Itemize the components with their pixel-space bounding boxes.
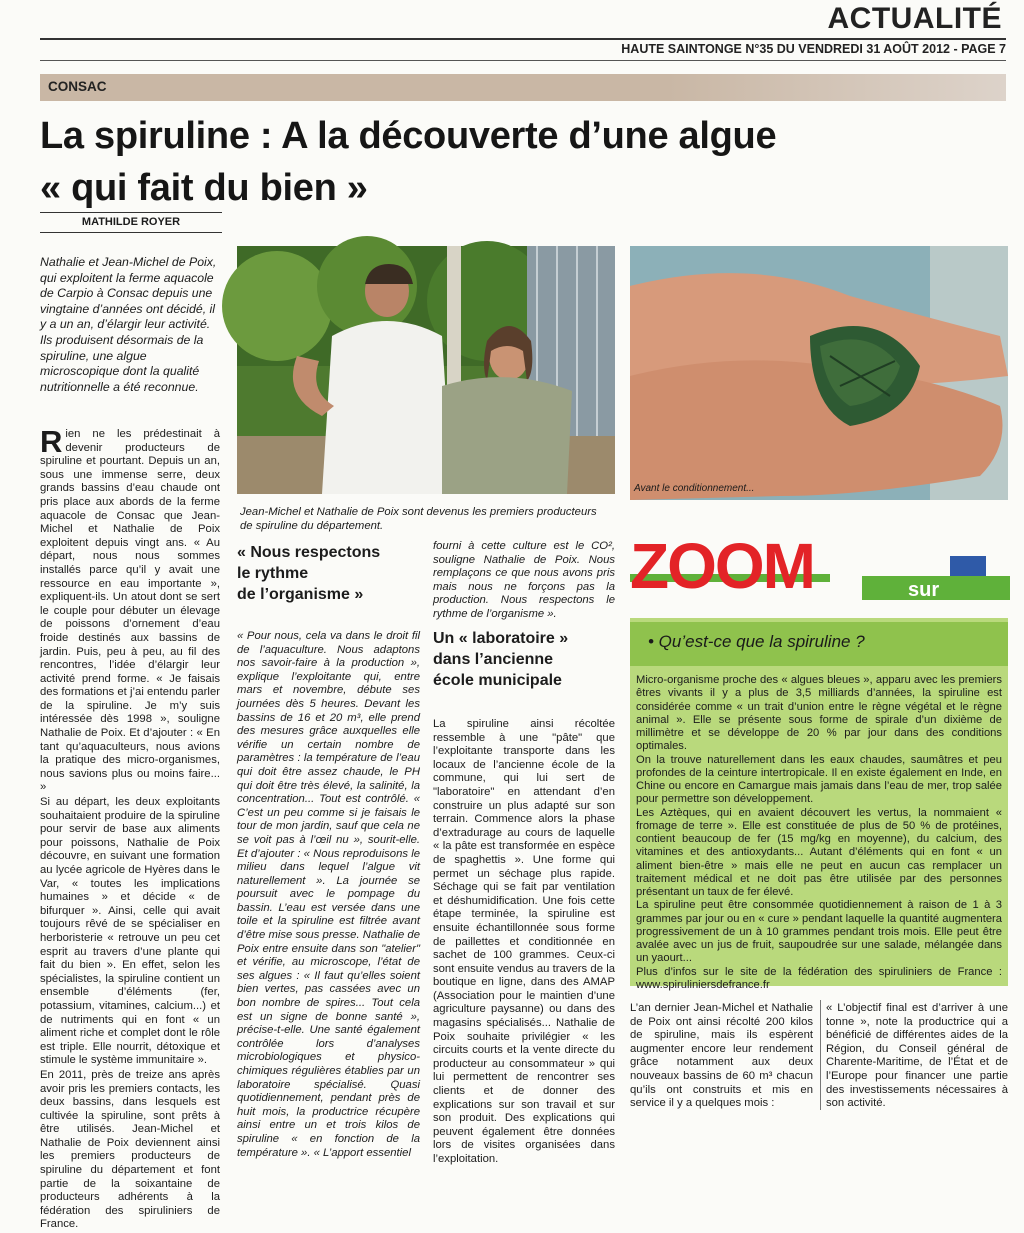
byline-rule-top xyxy=(40,212,222,213)
photo-spirulina-image xyxy=(630,246,1008,500)
body-col1-p1: ien ne les prédestinait à devenir producteurs de spiruline et pourtant. Depuis un an, sous une immense serre, deux grands bassins d’eau chaude ont pris place aux abords de la ferme aquacole de Consac que Jean-Michel et Nathalie de Poix exploitent depuis vingt ans. « Au départ, nous nous sommes installés parce qu’il y avait une ressource en eau importante », expliquent-ils. Un atout dont se sert le couple pour débuter un élevage de poissons d’ornement d’eau froide destinés aux bassins de jardin. Puis, peu à peu, au fil des rencontres, l’idée d’élargir leur activité prend forme. « Je faisais des formations et j’ai entendu parler de la spiruline. Je m’y suis intéressée dès 1998 », souligne Nathalie de Poix. Et d’ajouter : « En tant qu’aquaculteurs, nous avions la pratique des micro-organismes, nous savions plus ou moins faire... » xyxy=(40,428,220,794)
article-column-1 xyxy=(40,424,220,1233)
zoom-p2: On la trouve naturellement dans les eaux chaudes, saumâtres et peu profondes de la ceinture intertropicale. Il en existe également en Inde, en Chine ou encore en Camargue mais jamais dans l’eau de mer, trop salée pour permettre son développement. xyxy=(636,753,1002,806)
issue-rule xyxy=(40,60,1006,61)
bottom-column-2: « L’objectif final est d’arriver à une tonne », note la productrice qui a bénéficié de différentes aides de la Région, du Conseil général de Charente-Maritime, de l’État et de l’Europe pour financer une partie des investissements nécessaires à son activité. xyxy=(826,1002,1008,1110)
body-col1-p2: Si au départ, les deux exploitants souhaitaient produire de la spiruline pour servir de base aux aliments pour poissons, Nathalie de Poix découvre, en suivant une formation au lycée agricole de Hyères dans le Var, « toutes les implications humaines » et décide « de bifurquer ». Ainsi, celle qui avait toujours rêvé de se spécialiser en herboristerie « retrouve un peu cet esprit au travers d’une plante qui fait du bien ». En effet, selon les spécialistes, la spiruline contient un ensemble d’éléments (fer, potassium, vitamines, calcium...) et de nutriments qui en font « un aliment riche et complet dont le rôle est triple. Elle nourrit, détoxique et stimule le système immunitaire ». xyxy=(40,796,220,1067)
headline-line2: « qui fait du bien » xyxy=(40,167,368,209)
zoom-p3: Les Aztèques, qui en avaient découvert les vertus, la nommaient « fromage de terre ». Elle est constituée de plus de 50 % de protéines, contient beaucoup de fer (15 mg/kg en moyenne), du calcium, des vitamines et des antioxydants... Autant d’éléments qui en font « un aliment bien-être » mais elle ne peut en aucun cas remplacer un traitement médical et ne doit pas être utilisée par des personnes présentant un taux de fer élevé. xyxy=(636,806,1002,898)
zoom-p5: Plus d’infos sur le site de la fédération des spiruliniers de France : www.spiruliniersdefrance.fr xyxy=(636,965,1002,991)
bottom-column-1: L’an dernier Jean-Michel et Nathalie de Poix ont ainsi récolté 200 kilos de spiruline, mais ils espèrent augmenter encore leur rendement grâce notamment aux deux nouveaux bassins de 60 m³ chacun qu’ils ont construits et mis en service il y a quelques mois : xyxy=(630,1002,813,1110)
zoom-p1: Micro-organisme proche des « algues bleues », apparu avec les premiers êtres vivants il y a plus de 3,5 milliards d’années, la spiruline est considérée comme « un trait d’union entre le règne végétal et le règne animal ». Elle se présente sous forme de spirale d’un dixième de millimètre et se développe de 20 % par jour dans des conditions optimales. xyxy=(636,674,1002,753)
zoom-info-text xyxy=(636,674,1002,992)
subhead-laboratoire-l3: école municipale xyxy=(433,672,562,689)
subhead-laboratoire xyxy=(433,628,615,691)
issue-line: HAUTE SAINTONGE N°35 DU VENDREDI 31 AOÛT 2012 - PAGE 7 xyxy=(621,42,1006,56)
zoom-sur-logo xyxy=(630,530,1010,608)
headline xyxy=(40,110,980,214)
article-column-2: « Pour nous, cela va dans le droit fil de l’aquaculture. Nous adaptons nos savoir-faire à la production », explique l’exploitante qui, entre mars et novembre, débute ses journées dès 5 heures. Devant les bassins de 16 et 20 m³, elle prend des mesures grâce auxquelles elle vérifie un certain nombre de paramètres : la température de l’eau qui doit être assez chaude, le PH qui doit être très élevé, la salinité, la concentration... Tout est contrôlé. « C’est un peu comme si je faisais le tour de mon jardin, sauf que cela ne se voit pas à l’œil nu », sourit-elle. Et d’ajouter : « Nous reproduisons le milieu dans lequel l’algue vit naturellement ». La journée se poursuit avec le pompage du bassin. L’eau est versée dans une toile et la spiruline est filtrée avant d’être mise sous presse. Nathalie de Poix entre ensuite dans son "atelier" et vérifie, au microscope, l’état de ses algues : « Il faut qu’elles soient bien vertes, pas cassées avec un bon nombre de spires... Tout cela est un signe de bonne santé », précise-t-elle. Une santé également contrôlée lors d’analyses microbiologiques et physico-chimiques régulières établies par un laboratoire spécialisé. Quasi quotidiennement, pendant près de huit mois, la productrice récupère ainsi entre un et trois kilos de spiruline « en fonction de la température ». « L’apport essentiel xyxy=(237,630,420,1159)
zoom-logo-text: ZOOM xyxy=(630,530,814,602)
lead-paragraph: Nathalie et Jean-Michel de Poix, qui exploitent la ferme aquacole de Carpio à Consac depuis une vingtaine d’années ont décidé, il y a un an, d’élargir leur activité. Ils produisent désormais de la spiruline, une algue microscopique dont la qualité nutritionnelle a été reconnue. xyxy=(40,255,217,394)
photo-producers-caption: Jean-Michel et Nathalie de Poix sont devenus les premiers producteurs de spiruline du département. xyxy=(240,506,597,532)
photo-spirulina-caption: Avant le conditionnement... xyxy=(634,483,755,494)
subhead-laboratoire-l2: dans l’ancienne xyxy=(433,651,554,668)
photo-spirulina-hands xyxy=(630,246,1008,500)
article-column-3: La spiruline ainsi récoltée ressemble à une "pâte" que l’exploitante transporte dans les locaux de l’ancienne école de la commune, qui lui sert de "laboratoire" en attendant d’en construire un plus adapté sur son terrain. Commence alors la phase d’extradurage au cours de laquelle « la pâte est transformée en espèce de spaghettis ». Une forme qui permet un séchage plus rapide. Séchage qui se fait par ventilation et déshumidification. Une fois cette étape terminée, la spiruline est ensuite échantillonnée sous forme de paillettes et conditionnée en sachet de 100 grammes. Ceux-ci sont ensuite vendus au travers de la boutique en ligne, dans des AMAP (Association pour le maintien d’une agriculture paysanne) ou dans des magasins spécialisés... Nathalie de Poix souhaite privilégier « les circuits courts et la vente directe du producteur au consommateur » qui lui permettent de rencontrer ses clients et de donner des explications sur son travail et sur son produit. Des explications qui peuvent également être données lors de visites organisées dans l’exploitation. xyxy=(433,718,615,1165)
byline-rule-bottom xyxy=(40,232,222,233)
subhead-rythme-l3: de l’organisme » xyxy=(237,586,364,603)
location-label: CONSAC xyxy=(48,79,107,94)
photo-producers-image xyxy=(237,246,615,494)
subhead-rythme-l1: « Nous respectons xyxy=(237,544,381,561)
header-rule xyxy=(40,38,1006,40)
zoom-sur-text: sur xyxy=(908,579,940,601)
column-divider xyxy=(820,1000,821,1110)
article-column-3-top: fourni à cette culture est le CO², souligne Nathalie de Poix. Nous remplaçons ce que nous avons pris mais nous ne forçons pas la production. Nous respectons le rythme de l’organisme ». xyxy=(433,540,615,620)
headline-line1: La spiruline : A la découverte d’une algue xyxy=(40,115,777,157)
subhead-rythme-l2: le rythme xyxy=(237,565,309,582)
subhead-laboratoire-l1: Un « laboratoire » xyxy=(433,630,569,647)
zoom-p4: La spiruline peut être consommée quotidiennement à raison de 1 à 3 grammes par jour ou en « cure » pendant laquelle la quantité augmentera progressivement de un à 10 grammes pendant trois mois. Elle peut être avalée avec un jus de fruit, saupoudrée sur une salade, mélangée dans un yaourt... xyxy=(636,899,1002,965)
dropcap: R xyxy=(40,424,63,459)
location-band xyxy=(40,74,1006,101)
zoom-question: • Qu’est-ce que la spiruline ? xyxy=(630,622,1008,666)
body-col1-p3: En 2011, près de treize ans après avoir pris les premiers contacts, les deux bassins, dans lesquels est cultivée la spiruline, sont prêts à être utilisés. Jean-Michel et Nathalie de Poix deviennent ainsi les premiers producteurs de spiruline du département et font partie de la soixantaine de producteurs adhérents à la fédération des spiruliniers de France. xyxy=(40,1068,220,1231)
byline: MATHILDE ROYER xyxy=(81,216,181,228)
section-name: ACTUALITÉ xyxy=(827,2,1002,35)
subhead-rythme xyxy=(237,542,419,605)
photo-producers xyxy=(237,246,615,494)
